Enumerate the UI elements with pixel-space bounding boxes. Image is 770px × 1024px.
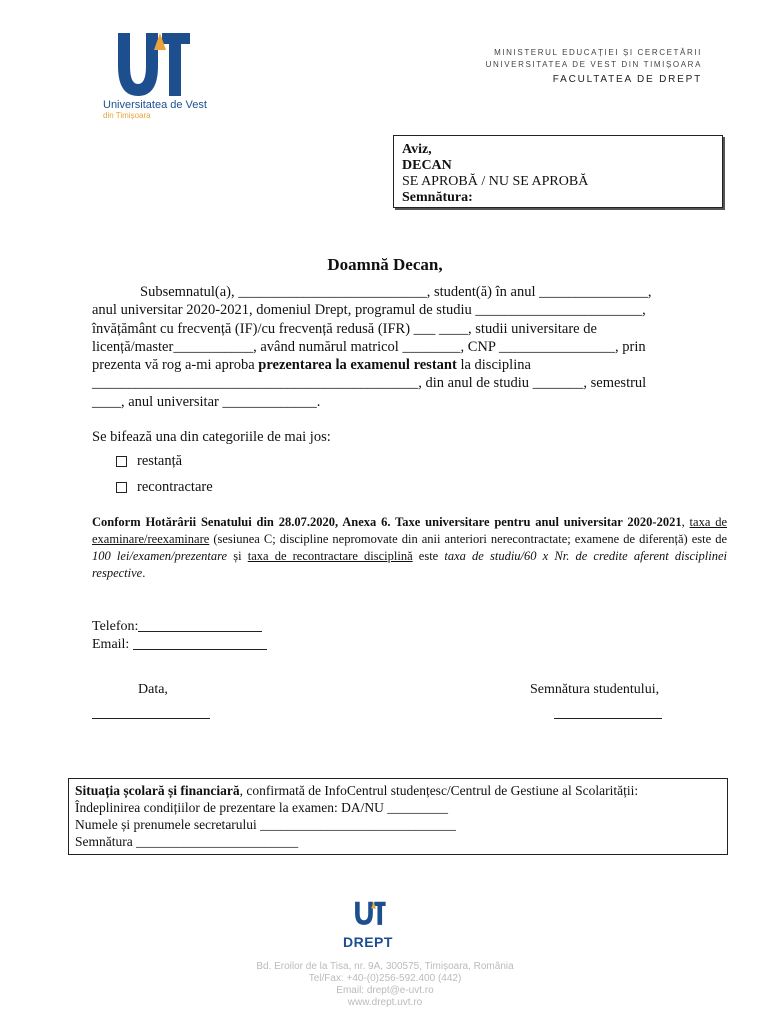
dean-label: DECAN	[402, 158, 452, 173]
body-line-5	[92, 356, 727, 374]
email-label: Email:	[92, 637, 130, 652]
salutation: Doamnă Decan,	[327, 255, 443, 274]
footer-email: Email: drept@e-uvt.ro	[336, 985, 434, 996]
phone-label: Telefon:	[92, 619, 139, 634]
exam-fee-value: 100 lei/examen/prezentare	[92, 549, 228, 563]
ministry-line-2: UNIVERSITATEA DE VEST DIN TIMIȘOARA	[485, 60, 702, 69]
fees-text-3: este	[412, 549, 445, 563]
phone-row	[92, 619, 262, 635]
date-field[interactable]	[92, 718, 210, 719]
fees-notice	[92, 514, 727, 582]
student-signature-field[interactable]	[554, 718, 662, 719]
dean-approval-box	[393, 135, 723, 208]
footer-address: Bd. Eroilor de la Tisa, nr. 9A, 300575, Timișoara, România	[256, 961, 514, 972]
conditions-line: Îndeplinirea condițiilor de prezentare la examen: DA/NU _________	[75, 800, 448, 815]
fees-text-2: și	[227, 549, 248, 563]
secretary-name-line: Numele și prenumele secretarului _____________________________	[75, 817, 456, 832]
body-line-2: anul universitar 2020-2021, domeniul Drept, programul de studiu _______________________,	[92, 302, 646, 319]
category-intro: Se bifează una din categoriile de mai jos:	[92, 429, 331, 445]
university-city: din Timișoara	[103, 111, 151, 120]
body-line-6: _____________________________________________, din anul de studiu _______, semestrul	[92, 375, 647, 392]
student-signature-label: Semnătura studentului,	[530, 682, 660, 697]
footer-brand: DREPT	[343, 934, 393, 950]
ministry-line-1: MINISTERUL EDUCAȚIEI ȘI CERCETĂRII	[494, 48, 702, 57]
footer-tel: Tel/Fax: +40-(0)256-592.400 (442)	[308, 973, 462, 984]
date-label: Data,	[138, 682, 168, 697]
approval-options: SE APROBĂ / NU SE APROBĂ	[402, 174, 589, 189]
checkbox[interactable]	[116, 456, 127, 467]
email-field[interactable]	[133, 637, 267, 650]
phone-field[interactable]	[138, 619, 262, 632]
situation-header	[75, 782, 721, 799]
signature-label: Semnătura:	[402, 190, 473, 205]
exam-request-emphasis: prezentarea la examenul restant	[258, 357, 457, 374]
fees-comma: ,	[681, 515, 690, 529]
category-option-restanta[interactable]	[116, 453, 182, 470]
request-body	[92, 283, 727, 411]
option-label: recontractare	[137, 479, 213, 495]
fees-end: .	[142, 566, 146, 580]
situation-title: Situația școlară și financiară	[75, 783, 240, 798]
recontract-fee-label: taxa de recontractare disciplină	[247, 549, 413, 563]
body-line-4: licență/master___________, având numărul matricol ________, CNP ________________, prin	[92, 338, 646, 355]
faculty-name: FACULTATEA DE DREPT	[552, 74, 702, 85]
body-line-5-pre: prezenta vă rog a-mi aproba	[92, 357, 259, 374]
secretary-signature-line: Semnătura ________________________	[75, 834, 299, 849]
body-line-1: Subsemnatul(a), __________________________, student(ă) în anul _______________,	[140, 284, 652, 300]
body-line-5-post: la disciplina	[456, 357, 531, 374]
university-name: Universitatea de Vest	[103, 99, 207, 111]
body-line-3: învățământ cu frecvență (IF)/cu frecvență redusă (IFR) ___ ____, studii universitare de	[92, 320, 597, 337]
school-situation-box	[68, 778, 728, 855]
footer-web: www.drept.uvt.ro	[347, 997, 423, 1008]
uvt-small-logo-icon	[352, 900, 388, 932]
fees-text-1: (sesiunea C; discipline nepromovate din anii anteriori nerecontractate; examene de diferență) este de	[209, 532, 727, 546]
exam-fee-label: taxa de examinare/reexaminare	[92, 515, 728, 546]
category-option-recontractare[interactable]	[116, 479, 213, 496]
aviz-label: Aviz,	[402, 142, 432, 157]
checkbox[interactable]	[116, 482, 127, 493]
email-row	[92, 637, 267, 653]
body-line-7: ____, anul universitar _____________.	[92, 393, 321, 410]
senate-decision: Conform Hotărârii Senatului din 28.07.2020, Anexa 6. Taxe universitare pentru anul universitar 2020-2021	[92, 515, 682, 529]
option-label: restanță	[137, 453, 183, 469]
situation-text: , confirmată de InfoCentrul studențesc/Centrul de Gestiune al Scolarității:	[239, 783, 639, 798]
recontract-fee-value: taxa de studiu/60 x Nr. de credite aferent disciplinei respective	[92, 549, 727, 580]
